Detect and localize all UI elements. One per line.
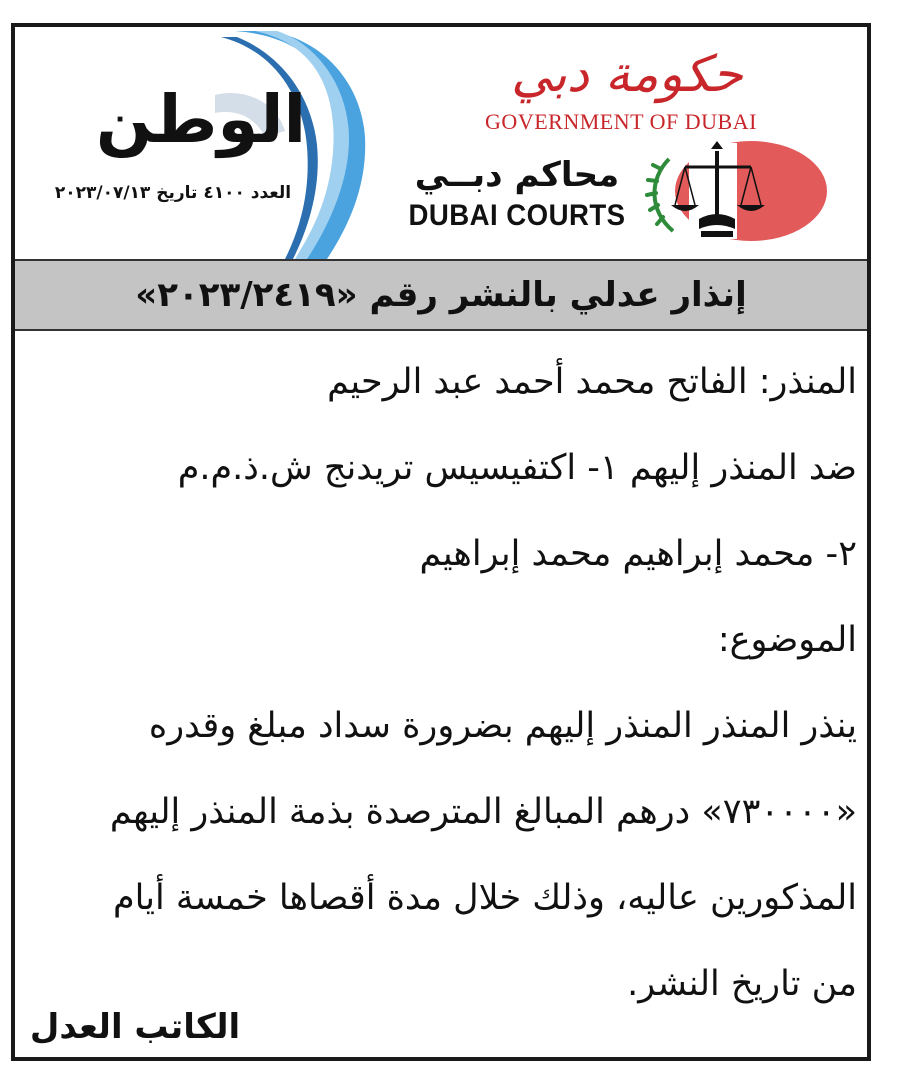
government-arabic-logo: حكومة دبي — [511, 45, 743, 103]
notice-line-plaintiff: المنذر: الفاتح محمد أحمد عبد الرحيم — [327, 362, 857, 402]
notice-title: إنذار عدلي بالنشر رقم «٢٠٢٣/٢٤١٩» — [135, 275, 747, 315]
newspaper-issue-date: العدد ٤١٠٠ تاريخ ٢٠٢٣/٠٧/١٣ — [54, 183, 292, 203]
courts-arabic-label: محاكم دبــي — [414, 155, 620, 195]
courts-english-label: DUBAI COURTS — [408, 199, 626, 232]
notary-signature: الكاتب العدل — [29, 1007, 241, 1047]
dubai-courts-emblem-icon — [639, 139, 829, 243]
notice-frame — [11, 23, 871, 1061]
notice-line-subject-3: المذكورين عاليه، وذلك خلال مدة أقصاها خمسة أيام — [112, 878, 857, 918]
notice-line-subject-1: ينذر المنذر المنذر إليهم بضرورة سداد مبلغ وقدره — [148, 706, 857, 746]
notice-line-subject-4: من تاريخ النشر. — [627, 964, 857, 1004]
notice-title-bar — [15, 259, 867, 331]
header — [15, 27, 867, 259]
newspaper-name: الوطن — [95, 81, 307, 158]
notice-line-defendant-2: ٢- محمد إبراهيم محمد إبراهيم — [419, 534, 857, 574]
notice-line-defendant-1: ضد المنذر إليهم ١- اكتفيسيس تريدنج ش.ذ.م.م — [177, 448, 857, 488]
notice-body — [27, 339, 857, 1027]
notice-line-subject-label: الموضوع: — [717, 620, 857, 660]
government-english-label: GOVERNMENT OF DUBAI — [485, 109, 757, 134]
notice-line-subject-2: «٧٣٠٠٠٠» درهم المبالغ المترصدة بذمة المنذر إليهم — [109, 792, 857, 832]
